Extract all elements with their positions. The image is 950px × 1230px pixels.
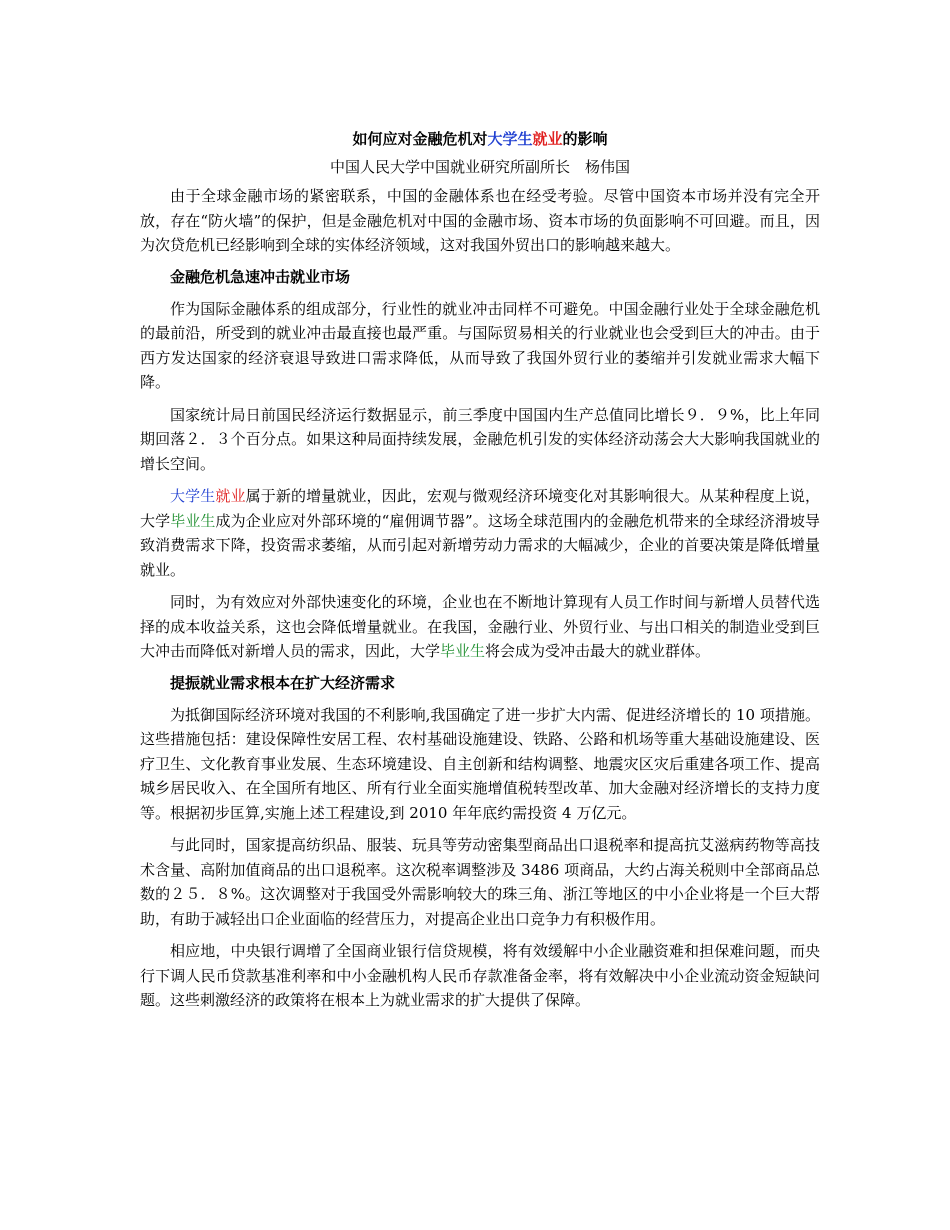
title-keyword-daxuesheng: 大学生 (487, 130, 533, 148)
paragraph-1: 由于全球金融市场的紧密联系，中国的金融体系也在经受考验。尽管中国资本市场并没有完全开放，存在“防火墙”的保护，但是金融危机对中国的金融市场、资本市场的负面影响不可回避。而且，因为次贷危机已经影响到全球的实体经济领域，这对我国外贸出口的影响越来越大。 (140, 187, 820, 254)
title-keyword-jiuye: 就业 (532, 130, 563, 148)
paragraph-5 (140, 590, 820, 664)
paragraph-3: 国家统计局日前国民经济运行数据显示，前三季度中国国内生产总值同比增长９．９%，比上年同期回落２．３个百分点。如果这种局面持续发展，金融危机引发的实体经济动荡会大大影响我国就业的增长空间。 (140, 405, 820, 473)
paragraph-6: 为抵御国际经济环境对我国的不利影响,我国确定了进一步扩大内需、促进经济增长的 10 项措施。这些措施包括：建设保障性安居工程、农村基础设施建设、铁路、公路和机场等重大基础设施建设、医疗卫生、文化教育事业发展、生态环境建设、自主创新和结构调整、地震灾区灾后重建各项工作、提高城乡居民收入、在全国所有地区、所有行业全面实施增值税转型改革、加大金融对经济增长的支持力度等。根据初步匡算,实施上述工程建设,到 2010 年年底约需投资 4 万亿元。 (140, 705, 820, 822)
paragraph-7: 与此同时，国家提高纺织品、服装、玩具等劳动密集型商品出口退税率和提高抗艾滋病药物等高技术含量、高附加值商品的出口退税率。这次税率调整涉及 3486 项商品，大约占海关税则中全部商品总数的２５．８%。这次调整对于我国受外需影响较大的珠三角、浙江等地区的中小企业将是一个巨大帮助，有助于减轻出口企业面临的经营压力，对提高企业出口竞争力有积极作用。 (140, 836, 820, 928)
section-heading-2: 提振就业需求根本在扩大经济需求 (170, 673, 396, 692)
keyword-biyesheng: 毕业生 (440, 642, 486, 660)
paragraph-4-text-a: 属于新的增量就业，因此，宏观与微观经济环境变化对其影响很大。从某种程度上说，大学 (140, 487, 820, 530)
paragraph-4 (140, 484, 820, 582)
document-page (140, 128, 820, 1021)
title-prefix: 如何应对金融危机对 (352, 130, 488, 148)
keyword-biyesheng: 毕业生 (170, 511, 216, 530)
paragraph-4-text-b: 成为企业应对外部环境的“雇佣调节器”。这场全球范围内的金融危机带来的全球经济滑坡导致消费需求下降，投资需求萎缩，从而引起对新增劳动力需求的大幅减少，企业的首要决策是降低增量就业。 (140, 511, 820, 579)
section-heading-1: 金融危机急速冲击就业市场 (170, 267, 351, 286)
author-line: 中国人民大学中国就业研究所副所长 杨伟国 (329, 158, 630, 176)
title-suffix: 的影响 (562, 130, 608, 148)
keyword-jiuye: 就业 (215, 487, 246, 505)
article-title (140, 128, 820, 150)
paragraph-5-text-a: 同时，为有效应对外部快速变化的环境，企业也在不断地计算现有人员工作时间与新增人员替代选择的成本收益关系，这也会降低增量就业。在我国，金融行业、外贸行业、与出口相关的制造业受到巨大冲击而降低对新增人员的需求，因此，大学 (140, 593, 820, 660)
paragraph-5-text-b: 将会成为受冲击最大的就业群体。 (485, 642, 711, 660)
keyword-daxuesheng: 大学生 (170, 487, 216, 505)
paragraph-8: 相应地，中央银行调增了全国商业银行信贷规模，将有效缓解中小企业融资难和担保难问题，而央行下调人民币贷款基准利率和中小金融机构人民币存款准备金率，将有效解决中小企业流动资金短缺问题。这些刺激经济的政策将在根本上为就业需求的扩大提供了保障。 (140, 942, 820, 1009)
paragraph-2: 作为国际金融体系的组成部分，行业性的就业冲击同样不可避免。中国金融行业处于全球金融危机的最前沿，所受到的就业冲击最直接也最严重。与国际贸易相关的行业就业也会受到巨大的冲击。由于西方发达国家的经济衰退导致进口需求降低，从而导致了我国外贸行业的萎缩并引发就业需求大幅下降。 (140, 299, 820, 391)
